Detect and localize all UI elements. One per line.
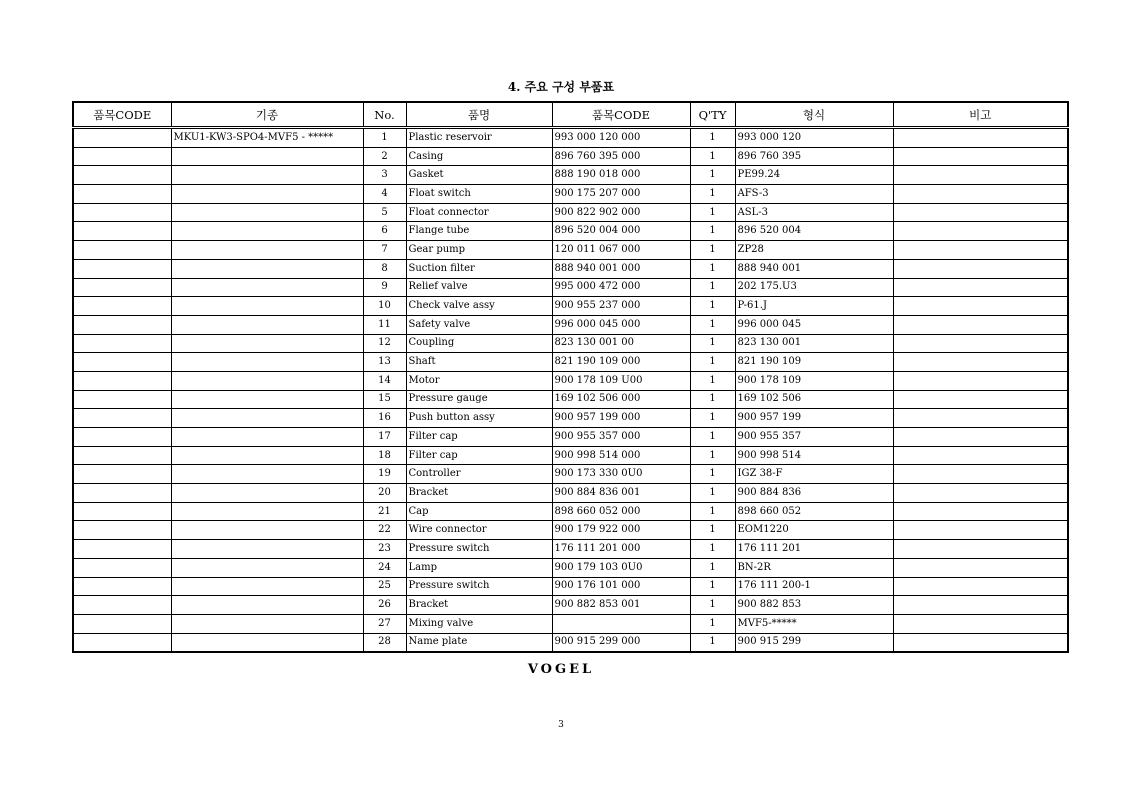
cell-model	[171, 297, 363, 316]
cell-model	[171, 241, 363, 260]
cell-qty: 1	[690, 409, 735, 428]
cell-item-code	[73, 203, 171, 222]
cell-part-code: 996 000 045 000	[552, 315, 690, 334]
cell-item-code	[73, 390, 171, 409]
cell-type: 888 940 001	[735, 259, 893, 278]
table-row	[73, 540, 1068, 559]
cell-model	[171, 502, 363, 521]
cell-part-name: Casing	[406, 147, 552, 166]
table-row	[73, 614, 1068, 633]
cell-model	[171, 577, 363, 596]
cell-item-code	[73, 558, 171, 577]
cell-no: 17	[363, 428, 406, 447]
cell-type: 896 520 004	[735, 222, 893, 241]
cell-qty: 1	[690, 596, 735, 615]
header-model: 기종	[171, 102, 363, 128]
header-part-name: 품명	[406, 102, 552, 128]
cell-remarks	[893, 315, 1068, 334]
cell-item-code	[73, 147, 171, 166]
cell-item-code	[73, 633, 171, 652]
cell-part-code: 900 957 199 000	[552, 409, 690, 428]
cell-qty: 1	[690, 166, 735, 185]
cell-model	[171, 371, 363, 390]
cell-no: 12	[363, 334, 406, 353]
cell-model	[171, 278, 363, 297]
cell-type: P-61.J	[735, 297, 893, 316]
cell-item-code	[73, 371, 171, 390]
cell-model	[171, 390, 363, 409]
cell-qty: 1	[690, 521, 735, 540]
cell-no: 7	[363, 241, 406, 260]
cell-no: 22	[363, 521, 406, 540]
cell-part-code: 900 179 922 000	[552, 521, 690, 540]
cell-remarks	[893, 633, 1068, 652]
cell-no: 19	[363, 465, 406, 484]
table-row	[73, 390, 1068, 409]
table-row	[73, 128, 1068, 148]
cell-remarks	[893, 446, 1068, 465]
cell-part-name: Lamp	[406, 558, 552, 577]
table-row	[73, 371, 1068, 390]
table-row	[73, 502, 1068, 521]
cell-item-code	[73, 259, 171, 278]
cell-part-name: Coupling	[406, 334, 552, 353]
cell-type: 900 884 836	[735, 484, 893, 503]
cell-part-name: Pressure switch	[406, 577, 552, 596]
cell-part-name: Controller	[406, 465, 552, 484]
cell-type: 900 178 109	[735, 371, 893, 390]
cell-part-name: Relief valve	[406, 278, 552, 297]
cell-model	[171, 334, 363, 353]
cell-part-name: Shaft	[406, 353, 552, 372]
cell-no: 23	[363, 540, 406, 559]
cell-remarks	[893, 409, 1068, 428]
cell-remarks	[893, 596, 1068, 615]
cell-remarks	[893, 128, 1068, 148]
cell-remarks	[893, 297, 1068, 316]
cell-model	[171, 484, 363, 503]
cell-remarks	[893, 371, 1068, 390]
cell-model	[171, 428, 363, 447]
table-row	[73, 315, 1068, 334]
cell-type: AFS-3	[735, 185, 893, 204]
cell-item-code	[73, 521, 171, 540]
cell-no: 10	[363, 297, 406, 316]
cell-model	[171, 409, 363, 428]
cell-part-code: 900 175 207 000	[552, 185, 690, 204]
cell-qty: 1	[690, 185, 735, 204]
table-row	[73, 558, 1068, 577]
cell-remarks	[893, 147, 1068, 166]
cell-remarks	[893, 540, 1068, 559]
cell-no: 28	[363, 633, 406, 652]
cell-item-code	[73, 540, 171, 559]
cell-no: 15	[363, 390, 406, 409]
cell-part-code	[552, 614, 690, 633]
cell-remarks	[893, 502, 1068, 521]
cell-item-code	[73, 315, 171, 334]
table-row	[73, 241, 1068, 260]
cell-type: 900 882 853	[735, 596, 893, 615]
cell-part-name: Name plate	[406, 633, 552, 652]
cell-qty: 1	[690, 633, 735, 652]
page-number: 3	[558, 720, 564, 730]
cell-part-code: 888 940 001 000	[552, 259, 690, 278]
cell-qty: 1	[690, 147, 735, 166]
cell-part-code: 993 000 120 000	[552, 128, 690, 148]
cell-part-name: Wire connector	[406, 521, 552, 540]
cell-part-name: Push button assy	[406, 409, 552, 428]
cell-type: 996 000 045	[735, 315, 893, 334]
cell-part-name: Pressure gauge	[406, 390, 552, 409]
cell-no: 1	[363, 128, 406, 148]
cell-remarks	[893, 334, 1068, 353]
cell-remarks	[893, 428, 1068, 447]
cell-part-code: 176 111 201 000	[552, 540, 690, 559]
cell-no: 16	[363, 409, 406, 428]
cell-type: 821 190 109	[735, 353, 893, 372]
cell-model: MKU1-KW3-SPO4-MVF5 - *****	[171, 128, 363, 148]
cell-remarks	[893, 577, 1068, 596]
cell-model	[171, 614, 363, 633]
cell-part-code: 896 520 004 000	[552, 222, 690, 241]
cell-model	[171, 185, 363, 204]
cell-type: ZP28	[735, 241, 893, 260]
cell-item-code	[73, 614, 171, 633]
cell-no: 2	[363, 147, 406, 166]
cell-qty: 1	[690, 540, 735, 559]
cell-no: 24	[363, 558, 406, 577]
table-row	[73, 259, 1068, 278]
cell-qty: 1	[690, 203, 735, 222]
cell-qty: 1	[690, 502, 735, 521]
cell-remarks	[893, 222, 1068, 241]
cell-model	[171, 259, 363, 278]
cell-model	[171, 540, 363, 559]
cell-type: 202 175.U3	[735, 278, 893, 297]
cell-qty: 1	[690, 390, 735, 409]
cell-item-code	[73, 278, 171, 297]
cell-no: 3	[363, 166, 406, 185]
cell-part-name: Float connector	[406, 203, 552, 222]
cell-part-name: Suction filter	[406, 259, 552, 278]
cell-qty: 1	[690, 222, 735, 241]
cell-item-code	[73, 484, 171, 503]
cell-part-name: Bracket	[406, 596, 552, 615]
cell-qty: 1	[690, 371, 735, 390]
cell-part-code: 900 955 237 000	[552, 297, 690, 316]
cell-qty: 1	[690, 558, 735, 577]
cell-qty: 1	[690, 241, 735, 260]
cell-qty: 1	[690, 259, 735, 278]
brand-footer: VOGEL	[527, 662, 595, 677]
cell-item-code	[73, 502, 171, 521]
cell-part-name: Filter cap	[406, 428, 552, 447]
cell-part-name: Pressure switch	[406, 540, 552, 559]
header-item-code: 품목CODE	[73, 102, 171, 128]
cell-item-code	[73, 241, 171, 260]
cell-model	[171, 203, 363, 222]
cell-remarks	[893, 465, 1068, 484]
cell-qty: 1	[690, 577, 735, 596]
cell-remarks	[893, 203, 1068, 222]
cell-qty: 1	[690, 315, 735, 334]
cell-part-code: 900 178 109 U00	[552, 371, 690, 390]
cell-part-code: 900 998 514 000	[552, 446, 690, 465]
cell-part-code: 900 884 836 001	[552, 484, 690, 503]
cell-remarks	[893, 484, 1068, 503]
cell-type: MVF5-*****	[735, 614, 893, 633]
cell-qty: 1	[690, 334, 735, 353]
cell-item-code	[73, 297, 171, 316]
cell-type: 900 955 357	[735, 428, 893, 447]
cell-qty: 1	[690, 128, 735, 148]
table-row	[73, 185, 1068, 204]
cell-item-code	[73, 465, 171, 484]
cell-item-code	[73, 222, 171, 241]
cell-part-name: Flange tube	[406, 222, 552, 241]
cell-remarks	[893, 166, 1068, 185]
cell-no: 13	[363, 353, 406, 372]
cell-no: 4	[363, 185, 406, 204]
cell-model	[171, 147, 363, 166]
cell-part-name: Plastic reservoir	[406, 128, 552, 148]
cell-item-code	[73, 577, 171, 596]
cell-part-code: 900 882 853 001	[552, 596, 690, 615]
cell-part-name: Motor	[406, 371, 552, 390]
cell-no: 25	[363, 577, 406, 596]
table-row	[73, 577, 1068, 596]
cell-part-name: Filter cap	[406, 446, 552, 465]
cell-part-code: 888 190 018 000	[552, 166, 690, 185]
cell-type: 900 998 514	[735, 446, 893, 465]
cell-part-name: Safety valve	[406, 315, 552, 334]
cell-qty: 1	[690, 446, 735, 465]
table-row	[73, 147, 1068, 166]
table-row	[73, 409, 1068, 428]
table-row	[73, 428, 1068, 447]
cell-no: 14	[363, 371, 406, 390]
cell-qty: 1	[690, 353, 735, 372]
cell-no: 6	[363, 222, 406, 241]
cell-remarks	[893, 241, 1068, 260]
table-row	[73, 297, 1068, 316]
cell-part-code: 900 955 357 000	[552, 428, 690, 447]
cell-qty: 1	[690, 614, 735, 633]
cell-model	[171, 166, 363, 185]
cell-part-name: Float switch	[406, 185, 552, 204]
cell-model	[171, 558, 363, 577]
cell-item-code	[73, 166, 171, 185]
cell-no: 20	[363, 484, 406, 503]
table-row	[73, 465, 1068, 484]
cell-part-code: 169 102 506 000	[552, 390, 690, 409]
cell-remarks	[893, 390, 1068, 409]
header-remarks: 비고	[893, 102, 1068, 128]
cell-type: EOM1220	[735, 521, 893, 540]
cell-remarks	[893, 259, 1068, 278]
cell-no: 5	[363, 203, 406, 222]
cell-remarks	[893, 185, 1068, 204]
cell-type: ASL-3	[735, 203, 893, 222]
cell-item-code	[73, 596, 171, 615]
cell-type: 169 102 506	[735, 390, 893, 409]
cell-part-code: 900 176 101 000	[552, 577, 690, 596]
cell-qty: 1	[690, 297, 735, 316]
cell-type: 176 111 201	[735, 540, 893, 559]
cell-item-code	[73, 128, 171, 148]
table-row	[73, 596, 1068, 615]
cell-part-code: 821 190 109 000	[552, 353, 690, 372]
table-row	[73, 203, 1068, 222]
cell-part-name: Cap	[406, 502, 552, 521]
cell-remarks	[893, 521, 1068, 540]
cell-part-name: Gear pump	[406, 241, 552, 260]
cell-model	[171, 446, 363, 465]
parts-table	[72, 101, 1069, 653]
cell-type: 896 760 395	[735, 147, 893, 166]
cell-no: 21	[363, 502, 406, 521]
table-header-row	[73, 102, 1068, 128]
cell-item-code	[73, 334, 171, 353]
header-type: 형식	[735, 102, 893, 128]
table-row	[73, 521, 1068, 540]
cell-item-code	[73, 185, 171, 204]
cell-no: 26	[363, 596, 406, 615]
cell-type: PE99.24	[735, 166, 893, 185]
cell-type: IGZ 38-F	[735, 465, 893, 484]
cell-model	[171, 465, 363, 484]
cell-remarks	[893, 353, 1068, 372]
cell-part-code: 896 760 395 000	[552, 147, 690, 166]
cell-remarks	[893, 278, 1068, 297]
cell-item-code	[73, 428, 171, 447]
cell-qty: 1	[690, 278, 735, 297]
table-row	[73, 353, 1068, 372]
cell-part-name: Mixing valve	[406, 614, 552, 633]
cell-part-name: Bracket	[406, 484, 552, 503]
cell-type: 898 660 052	[735, 502, 893, 521]
cell-item-code	[73, 446, 171, 465]
cell-part-code: 900 915 299 000	[552, 633, 690, 652]
cell-model	[171, 353, 363, 372]
cell-type: 176 111 200-1	[735, 577, 893, 596]
cell-remarks	[893, 558, 1068, 577]
cell-model	[171, 315, 363, 334]
table-row	[73, 334, 1068, 353]
cell-part-code: 823 130 001 00	[552, 334, 690, 353]
cell-no: 8	[363, 259, 406, 278]
cell-part-code: 120 011 067 000	[552, 241, 690, 260]
cell-qty: 1	[690, 465, 735, 484]
cell-model	[171, 222, 363, 241]
cell-model	[171, 596, 363, 615]
cell-type: 823 130 001	[735, 334, 893, 353]
parts-table-body	[73, 128, 1068, 653]
cell-type: BN-2R	[735, 558, 893, 577]
table-row	[73, 633, 1068, 652]
cell-part-code: 900 173 330 0U0	[552, 465, 690, 484]
cell-qty: 1	[690, 428, 735, 447]
cell-part-name: Gasket	[406, 166, 552, 185]
header-no: No.	[363, 102, 406, 128]
header-qty: Q'TY	[690, 102, 735, 128]
cell-part-code: 900 822 902 000	[552, 203, 690, 222]
cell-part-code: 900 179 103 0U0	[552, 558, 690, 577]
cell-model	[171, 633, 363, 652]
cell-part-code: 995 000 472 000	[552, 278, 690, 297]
cell-item-code	[73, 409, 171, 428]
table-row	[73, 166, 1068, 185]
cell-remarks	[893, 614, 1068, 633]
table-row	[73, 222, 1068, 241]
cell-type: 900 957 199	[735, 409, 893, 428]
document-title: 4. 주요 구성 부품표	[507, 80, 615, 94]
cell-qty: 1	[690, 484, 735, 503]
cell-part-name: Check valve assy	[406, 297, 552, 316]
header-part-code: 품목CODE	[552, 102, 690, 128]
table-row	[73, 278, 1068, 297]
cell-model	[171, 521, 363, 540]
cell-item-code	[73, 353, 171, 372]
cell-no: 9	[363, 278, 406, 297]
table-row	[73, 446, 1068, 465]
cell-no: 27	[363, 614, 406, 633]
cell-no: 11	[363, 315, 406, 334]
cell-part-code: 898 660 052 000	[552, 502, 690, 521]
cell-type: 993 000 120	[735, 128, 893, 148]
table-row	[73, 484, 1068, 503]
cell-type: 900 915 299	[735, 633, 893, 652]
cell-no: 18	[363, 446, 406, 465]
